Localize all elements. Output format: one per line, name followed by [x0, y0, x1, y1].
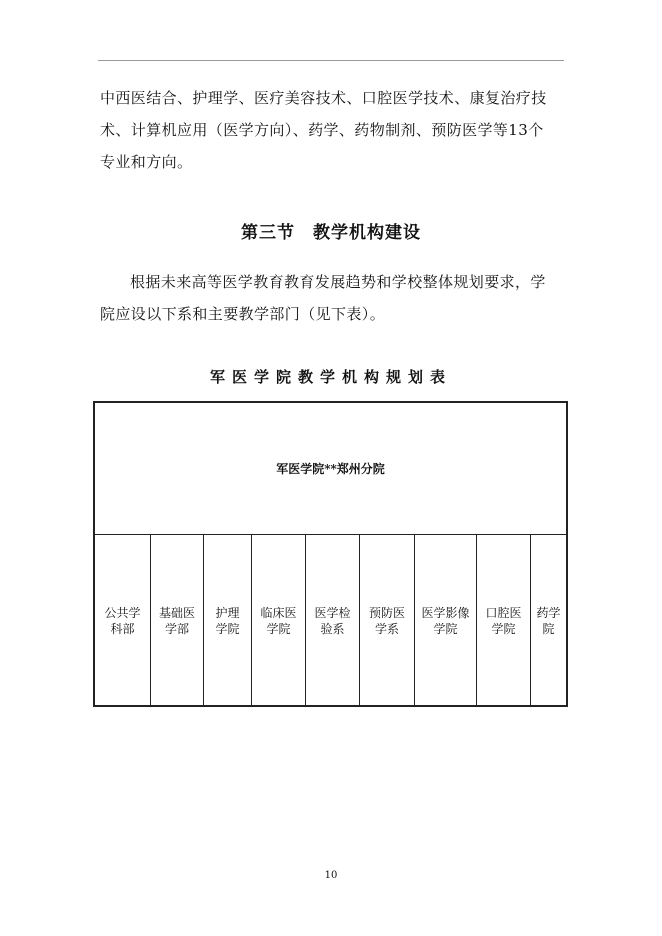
- department-cell: [151, 535, 204, 706]
- department-cell: [477, 535, 531, 706]
- paragraph-line: 院应设以下系和主要教学部门（见下表）。: [100, 305, 386, 323]
- department-line: 预防医: [368, 605, 405, 620]
- paragraph-line: 专业和方向。: [100, 153, 193, 171]
- department-line: 口腔医: [485, 605, 522, 620]
- department-line: 临床医: [260, 605, 297, 620]
- paragraph-majors: [100, 82, 562, 178]
- paragraph-plan: [100, 266, 562, 330]
- department-line: 药学: [536, 605, 561, 620]
- department-cell: [306, 535, 360, 706]
- section-title: 第三节 教学机构建设: [241, 223, 421, 243]
- table-title: 军医学院教学机构规划表: [209, 368, 452, 386]
- department-cell: [360, 535, 415, 706]
- department-line: 院: [542, 621, 555, 636]
- org-top-cell: 军医学院**郑州分院: [276, 462, 385, 476]
- department-line: 基础医: [158, 605, 195, 620]
- department-line: 护理: [215, 605, 240, 620]
- department-line: 学部: [164, 621, 189, 636]
- department-line: 公共学: [104, 605, 141, 620]
- department-line: 科部: [110, 621, 135, 636]
- department-row: [95, 534, 566, 706]
- department-line: 学院: [491, 621, 516, 636]
- department-line: 学院: [215, 621, 240, 636]
- department-line: 学院: [266, 621, 291, 636]
- department-cell: [252, 535, 306, 706]
- org-chart-table: [93, 401, 568, 707]
- header-rule: [98, 60, 564, 61]
- page-number: 10: [324, 870, 338, 881]
- paragraph-line: 中西医结合、护理学、医疗美容技术、口腔医学技术、康复治疗技: [100, 89, 547, 107]
- department-cell: [204, 535, 252, 706]
- department-line: 医学影像: [421, 605, 470, 620]
- department-cell: [415, 535, 477, 706]
- department-line: 学院: [433, 621, 458, 636]
- department-line: 验系: [320, 621, 345, 636]
- department-cell: [531, 535, 566, 706]
- paragraph-line: 术、计算机应用（医学方向）、药学、药物制剂、预防医学等13个: [100, 121, 544, 139]
- department-line: 医学检: [314, 605, 351, 620]
- paragraph-line: 根据未来高等医学教育教育发展趋势和学校整体规划要求，学: [130, 273, 546, 291]
- department-line: 学系: [374, 621, 399, 636]
- department-cell: [95, 535, 151, 706]
